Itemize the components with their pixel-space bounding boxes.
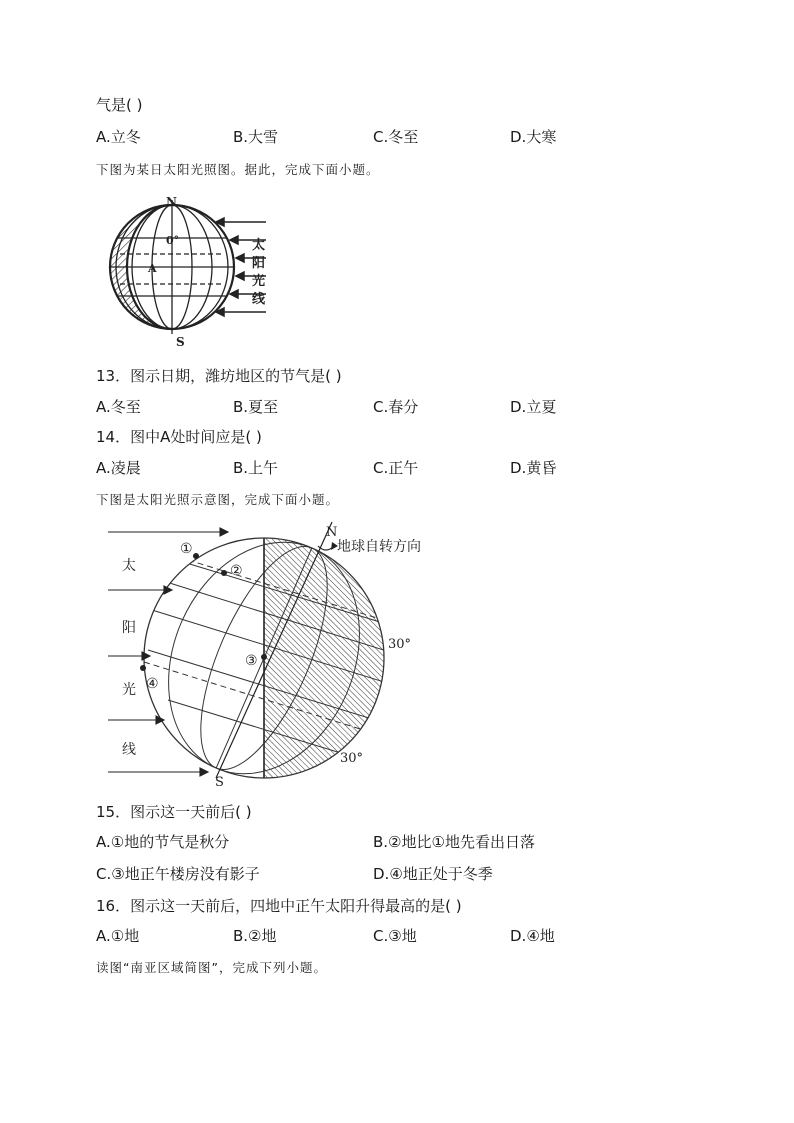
q14-stem: 14．图中A处时间应是( ) <box>96 428 262 446</box>
q14-option-b[interactable]: B.上午 <box>233 459 279 477</box>
sunlight-char-2: 阳 <box>252 256 266 271</box>
sunlight-figure-1 <box>100 192 290 352</box>
q13-stem: 13．图示日期，潍坊地区的节气是( ) <box>96 367 342 385</box>
q15-option-a[interactable]: A.①地的节气是秋分 <box>96 833 230 851</box>
q13-option-c[interactable]: C.春分 <box>373 398 419 416</box>
q14-option-c[interactable]: C.正午 <box>373 459 419 477</box>
q13-option-d[interactable]: D.立夏 <box>510 398 557 416</box>
q16-option-d[interactable]: D.④地 <box>510 927 555 945</box>
q12-option-b[interactable]: B.大雪 <box>233 128 279 146</box>
point-a-label: A <box>148 262 157 275</box>
intro-text-3: 读图“南亚区域简图”，完成下列小题。 <box>96 960 327 975</box>
sunlight-figure-2 <box>100 520 430 790</box>
night-side <box>264 538 384 778</box>
intro-text-2: 下图是太阳光照示意图，完成下面小题。 <box>96 492 340 507</box>
q15-option-c[interactable]: C.③地正午楼房没有影子 <box>96 865 260 883</box>
rotation-label: 地球自转方向 <box>337 539 421 555</box>
sunlight-char-1: 太 <box>252 238 266 253</box>
sunlight-char-1: 太 <box>122 558 136 574</box>
q16-stem: 16．图示这一天前后，四地中正午太阳升得最高的是( ) <box>96 897 462 915</box>
q16-option-c[interactable]: C.③地 <box>373 927 417 945</box>
degree-label: 0° <box>166 234 180 247</box>
south-label: S <box>215 775 224 790</box>
q13-option-b[interactable]: B.夏至 <box>233 398 279 416</box>
q12-option-a[interactable]: A.立冬 <box>96 128 141 146</box>
q14-option-a[interactable]: A.凌晨 <box>96 459 141 477</box>
intro-text-1: 下图为某日太阳光照图。据此，完成下面小题。 <box>96 162 380 177</box>
q16-option-b[interactable]: B.②地 <box>233 927 277 945</box>
point-1-label: ① <box>180 541 193 557</box>
sunlight-char-3: 光 <box>122 682 136 698</box>
q15-option-b[interactable]: B.②地比①地先看出日落 <box>373 833 535 851</box>
point-3-label: ③ <box>245 653 258 669</box>
sunlight-char-2: 阳 <box>122 620 136 636</box>
q12-option-c[interactable]: C.冬至 <box>373 128 419 146</box>
latitude-south-label: 30° <box>340 751 364 766</box>
q14-option-d[interactable]: D.黄昏 <box>510 459 557 477</box>
south-label: S <box>176 335 185 349</box>
point-4-label: ④ <box>146 676 159 692</box>
latitude-north-label: 30° <box>388 637 412 652</box>
point-2-label: ② <box>230 563 243 579</box>
q15-option-d[interactable]: D.④地正处于冬季 <box>373 865 493 883</box>
q12-stem-tail: 气是( ) <box>96 96 143 114</box>
q13-option-a[interactable]: A.冬至 <box>96 398 141 416</box>
sunlight-char-4: 线 <box>122 742 136 758</box>
sunlight-char-4: 线 <box>252 292 266 307</box>
north-label: N <box>166 195 177 209</box>
q12-option-d[interactable]: D.大寒 <box>510 128 557 146</box>
q16-option-a[interactable]: A.①地 <box>96 927 140 945</box>
sunlight-char-3: 光 <box>252 274 266 289</box>
north-label: N <box>326 525 338 540</box>
q15-stem: 15．图示这一天前后( ) <box>96 803 252 821</box>
